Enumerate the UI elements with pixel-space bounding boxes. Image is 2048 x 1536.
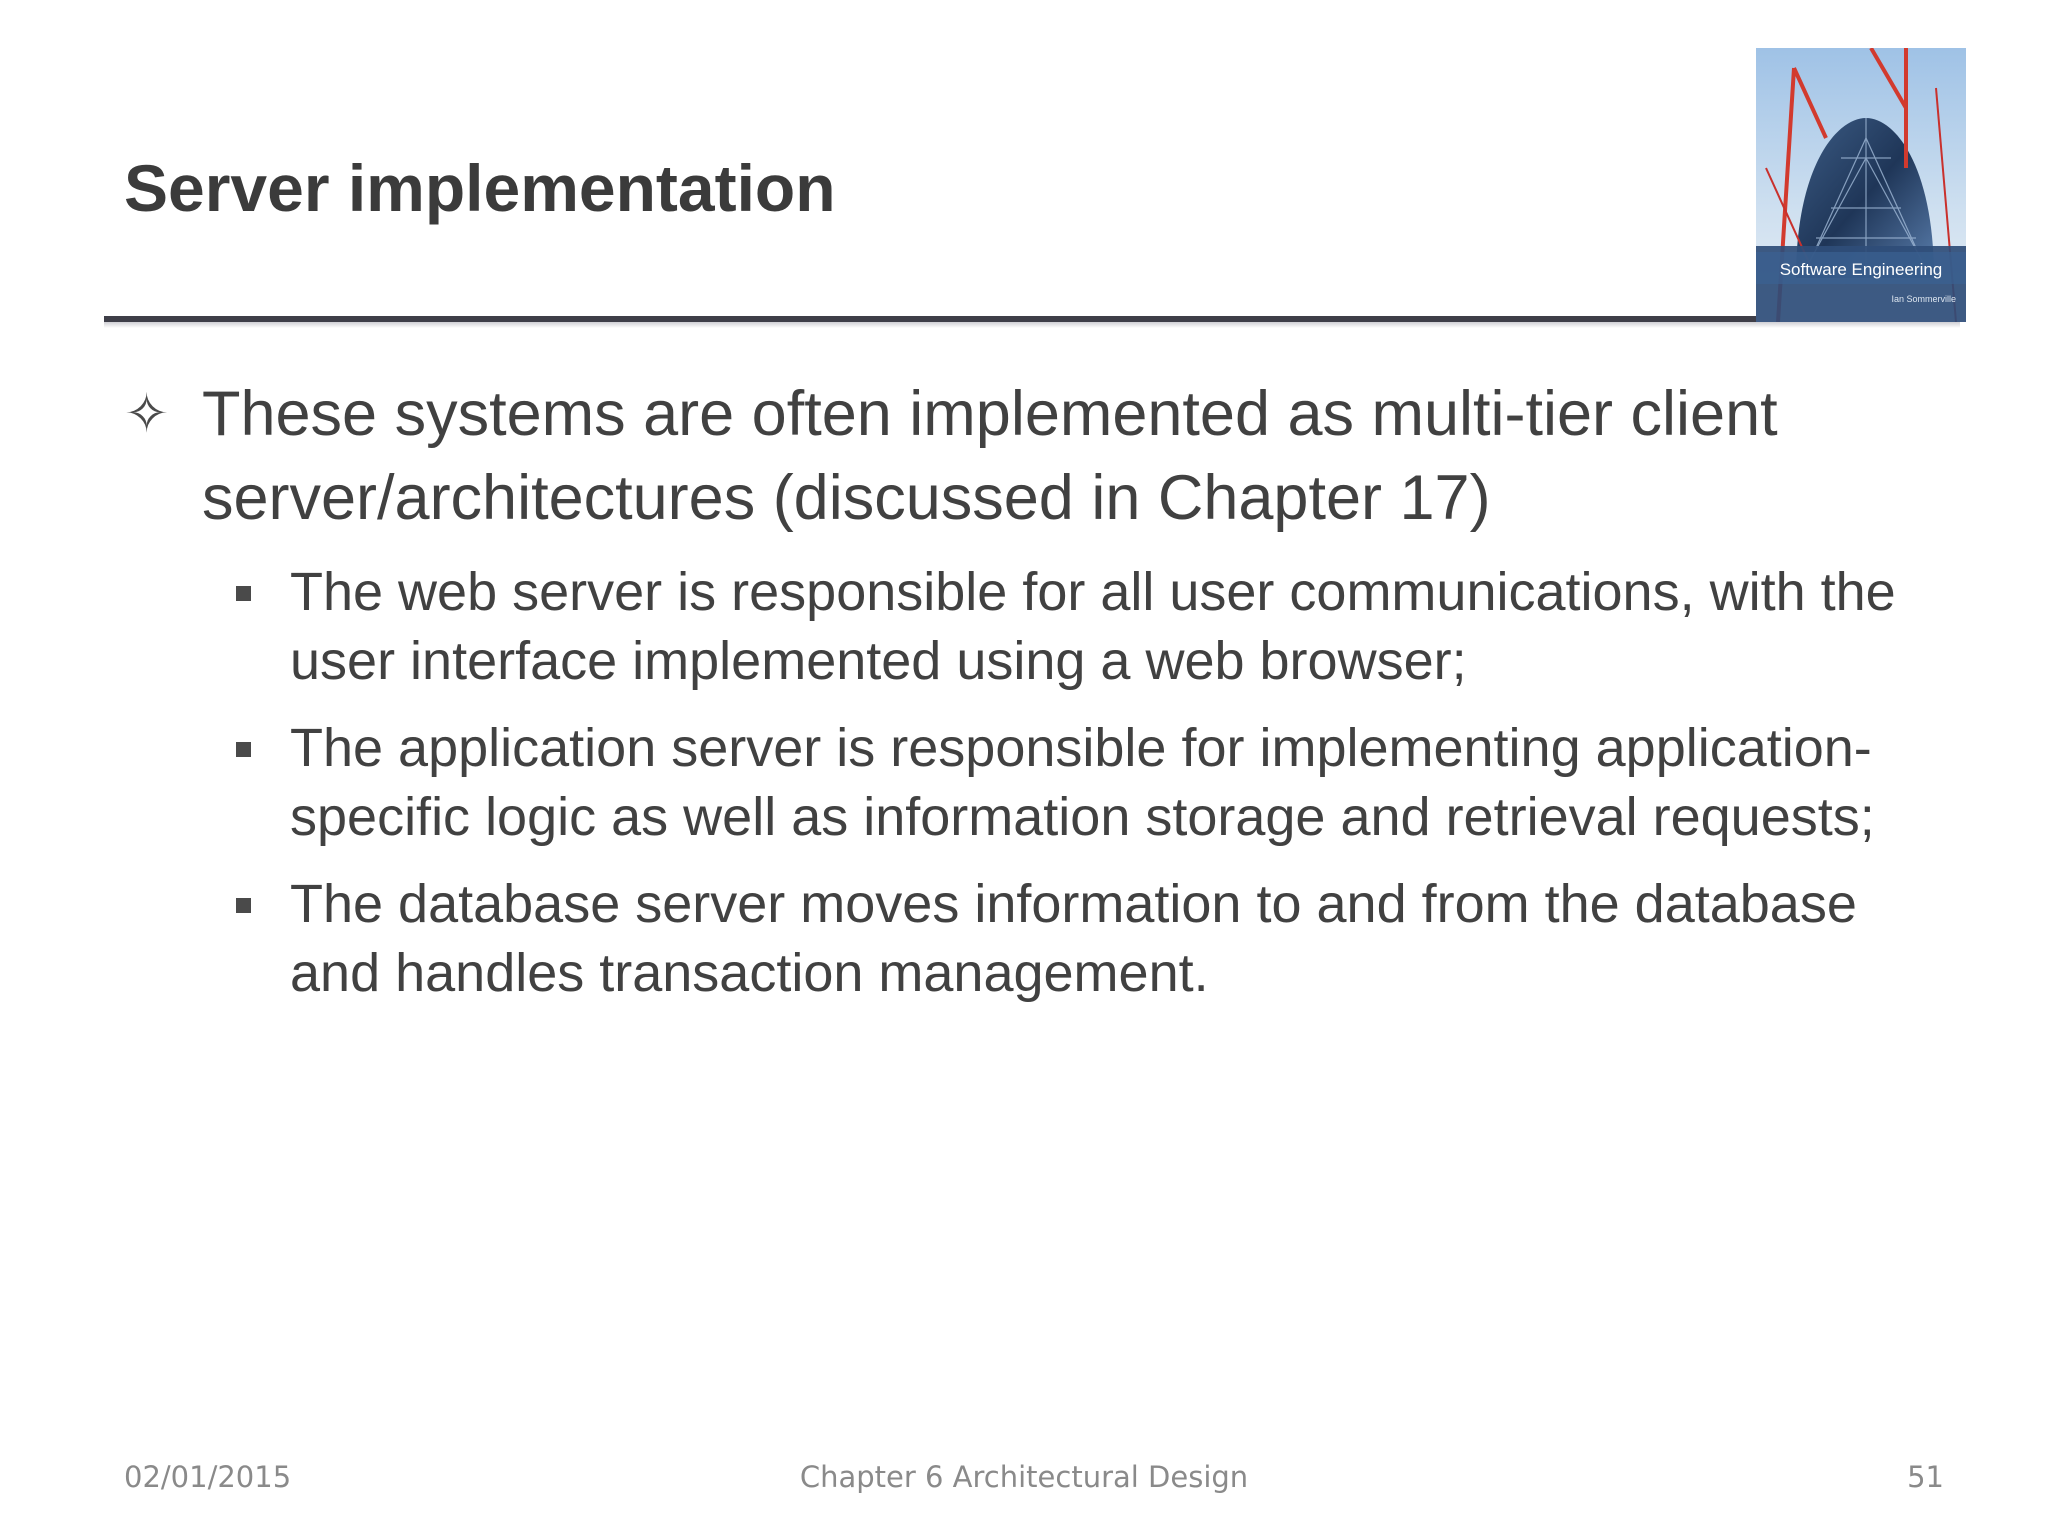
bullet-level1 xyxy=(124,372,1944,540)
footer-date: 02/01/2015 xyxy=(124,1460,292,1494)
title-rule-shadow xyxy=(104,322,1960,328)
sub-bullet xyxy=(228,714,1944,852)
book-cover-illustration xyxy=(1756,48,1966,322)
book-cover-image xyxy=(1756,48,1966,322)
footer-page-number: 51 xyxy=(1907,1460,1944,1494)
book-cover-author: Ian Sommerville xyxy=(1891,294,1956,304)
square-bullet-icon xyxy=(228,870,290,939)
footer-chapter: Chapter 6 Architectural Design xyxy=(799,1460,1249,1494)
bullet-level1-text: These systems are often implemented as multi-tier client server/architectures (discussed in Chapter 17) xyxy=(202,379,1778,533)
sub-bullet xyxy=(228,558,1944,696)
square-bullet-icon xyxy=(228,714,290,783)
star-outline-icon: ✧ xyxy=(124,384,170,444)
sub-bullet xyxy=(228,870,1944,1008)
sub-bullet-text: The web server is responsible for all user communications, with the user interface implemented using a web browser; xyxy=(290,562,1896,691)
sub-bullet-text: The application server is responsible for implementing application-specific logic as well as information storage and retrieval requests; xyxy=(290,718,1875,847)
slide-content xyxy=(124,372,1944,1026)
square-bullet-icon xyxy=(228,558,290,627)
sub-bullet-list xyxy=(124,558,1944,1008)
book-cover-title: Software Engineering xyxy=(1779,260,1943,279)
sub-bullet-text: The database server moves information to and from the database and handles transaction management. xyxy=(290,874,1857,1003)
slide-title: Server implementation xyxy=(124,151,836,225)
title-rule xyxy=(104,316,1756,322)
